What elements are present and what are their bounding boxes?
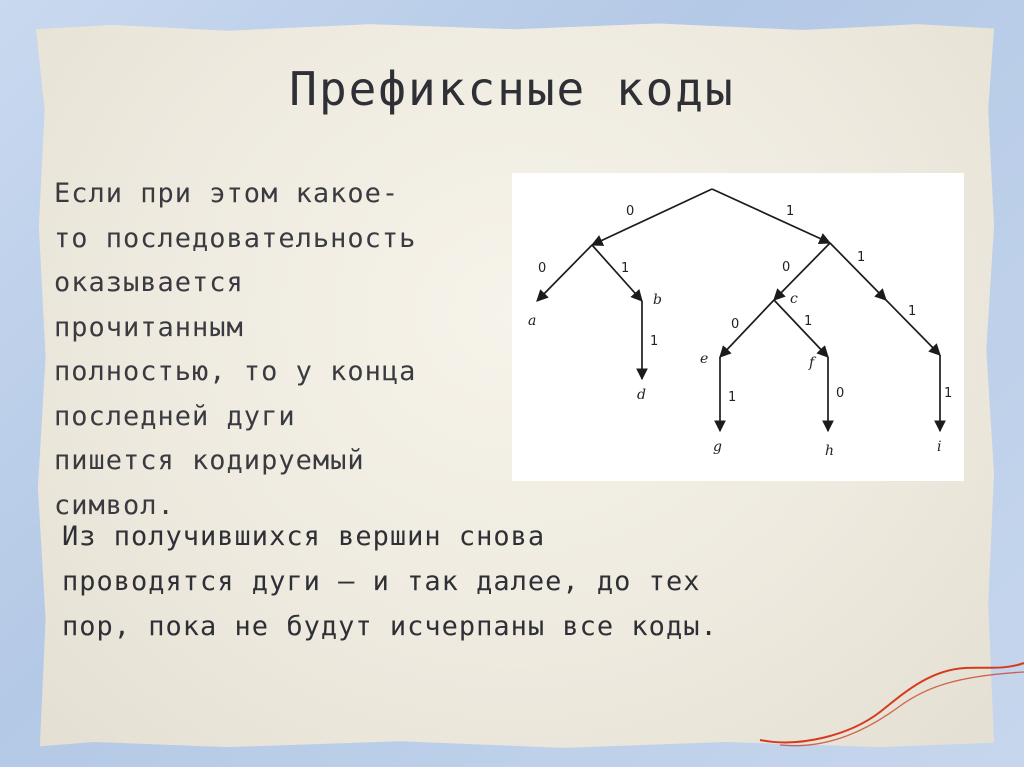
node-label-b: b [653,292,662,308]
edge-label: 1 [650,334,659,349]
edge-label: 0 [731,317,740,332]
node-label-a: a [528,313,537,329]
paragraph-2-line: проводятся дуги — и так далее, до тех [62,566,701,597]
edge-label: 0 [782,260,791,275]
paragraph-1-line: прочитанным [54,311,244,343]
paragraph-1-line: символ. [54,489,175,521]
paragraph-2-line: пор, пока не будут исчерпаны все коды. [62,611,718,642]
paragraph-1-line: полностью, то у конца [54,356,417,387]
edge-label: 0 [626,204,635,219]
node-label-d: d [637,387,646,403]
paragraph-1-line: последней дуги [54,400,296,432]
edge-label: 1 [728,390,737,405]
edge-label: 1 [908,304,917,319]
paragraph-1-line: то последовательность [54,222,417,254]
slide-title: Префиксные коды [289,62,735,116]
paragraph-1-line: оказывается [54,267,244,298]
node-label-c: c [790,291,798,307]
node-label-h: h [825,443,835,459]
paragraph-2-line: Из получившихся вершин снова [62,521,546,552]
edge-label: 1 [804,314,813,329]
paragraph-1-line: Если при этом какое- [54,178,400,209]
node-label-i: i [937,439,942,455]
edge-label: 1 [944,386,953,401]
paragraph-1-line: пишется кодируемый [54,445,365,476]
edge-label: 1 [857,250,866,265]
edge-label: 1 [621,261,630,276]
node-label-f: f [809,355,815,371]
edge-label: 1 [786,204,795,219]
node-label-g: g [713,439,722,455]
node-label-e: e [700,351,709,367]
edge-label: 0 [836,386,845,401]
edge-label: 0 [538,261,547,276]
